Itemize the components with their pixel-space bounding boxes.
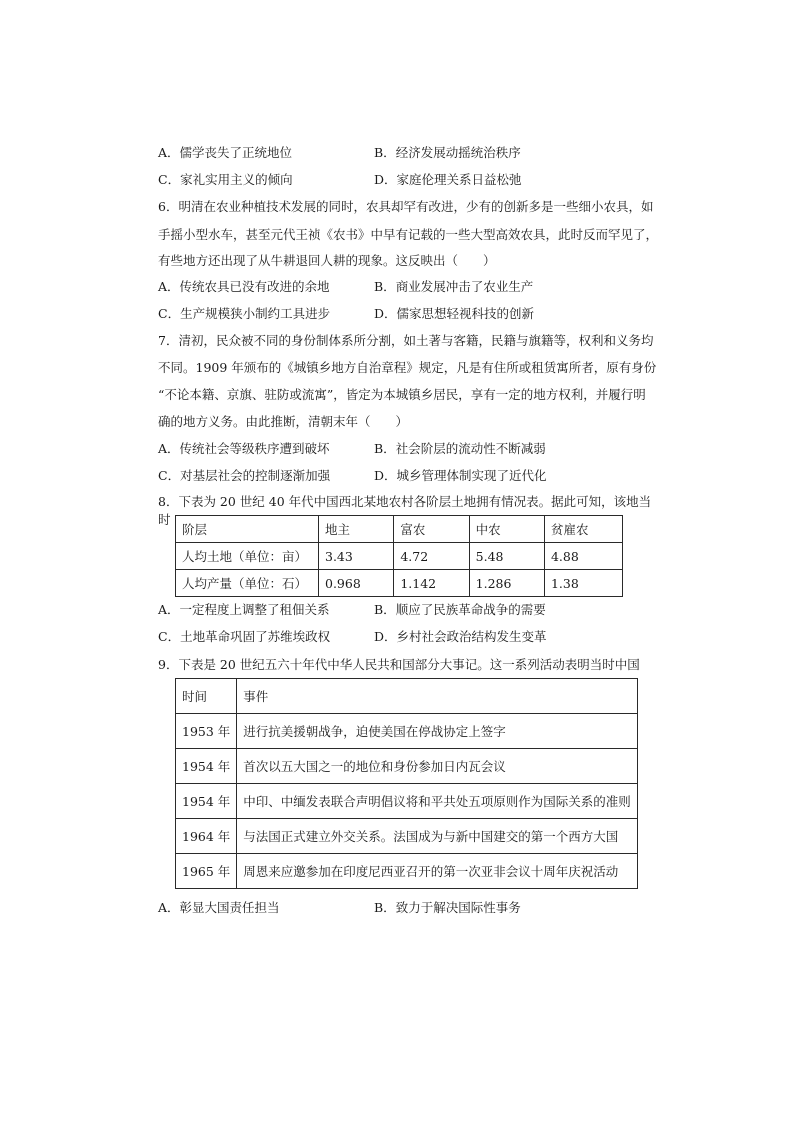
option-label: A． <box>158 279 180 294</box>
q8-option-c[interactable] <box>158 628 330 646</box>
option-label: D． <box>374 468 397 483</box>
option-text: 致力于解决国际性事务 <box>395 900 521 915</box>
table-cell: 周恩来应邀参加在印度尼西亚召开的第一次亚非会议十周年庆祝活动 <box>237 854 638 889</box>
table-cell: 1.38 <box>544 570 622 597</box>
option-label: A． <box>158 441 180 456</box>
option-label: A． <box>158 900 180 915</box>
table-cell: 首次以五大国之一的地位和身份参加日内瓦会议 <box>237 749 638 784</box>
q8-option-d[interactable] <box>374 628 547 646</box>
q6-stem-line-3: 有些地方还出现了从牛耕退回人耕的现象。这反映出（ ） <box>158 253 496 268</box>
option-text: 儒学丧失了正统地位 <box>179 145 293 160</box>
table-header-cell: 事件 <box>237 679 638 714</box>
option-label: B． <box>374 441 396 456</box>
table-cell: 1954 年 <box>176 784 237 819</box>
table-row <box>176 854 638 889</box>
q7-option-a[interactable] <box>158 440 330 458</box>
q7-stem-line-1: 7．清初，民众被不同的身份制体系所分割，如土著与客籍，民籍与旗籍等，权利和义务均 <box>158 333 654 348</box>
table-cell: 1965 年 <box>176 854 237 889</box>
option-label: A． <box>158 145 180 160</box>
table-row <box>176 714 638 749</box>
option-text: 对基层社会的控制逐渐加强 <box>180 468 331 483</box>
option-label: D． <box>374 306 397 321</box>
q7-option-d[interactable] <box>374 467 547 485</box>
option-label: B． <box>374 602 396 617</box>
option-label: A． <box>158 602 180 617</box>
option-text: 城乡管理体制实现了近代化 <box>396 468 547 483</box>
option-text: 经济发展动摇统治秩序 <box>395 145 521 160</box>
table-header-row <box>176 679 638 714</box>
table-header-cell: 中农 <box>469 516 544 543</box>
table-cell: 1.286 <box>469 570 544 597</box>
option-label: C． <box>158 172 181 187</box>
q6-option-a[interactable] <box>158 278 330 296</box>
option-label: C． <box>158 468 181 483</box>
q9-option-a[interactable] <box>158 899 280 917</box>
option-text: 一定程度上调整了租佃关系 <box>179 602 330 617</box>
option-text: 传统社会等级秩序遭到破坏 <box>179 441 330 456</box>
table-cell: 0.968 <box>319 570 394 597</box>
table-cell: 1954 年 <box>176 749 237 784</box>
q6-option-d[interactable] <box>374 305 534 323</box>
q6-option-c[interactable] <box>158 305 330 323</box>
q8-option-b[interactable] <box>374 601 546 619</box>
table-cell: 与法国正式建立外交关系。法国成为与新中国建交的第一个西方大国 <box>237 819 638 854</box>
option-label: D． <box>374 629 397 644</box>
table-cell: 人均产量（单位：石） <box>176 570 319 597</box>
option-label: C． <box>158 629 181 644</box>
option-text: 社会阶层的流动性不断减弱 <box>395 441 546 456</box>
table-header-cell: 富农 <box>394 516 469 543</box>
option-label: C． <box>158 306 181 321</box>
table-row <box>176 543 623 570</box>
table-cell: 1.142 <box>394 570 469 597</box>
table-row <box>176 819 638 854</box>
q9-stem: 9．下表是 20 世纪五六十年代中华人民共和国部分大事记。这一系列活动表明当时中国 <box>158 657 640 672</box>
option-text: 传统农具已没有改进的余地 <box>179 279 330 294</box>
q5-option-c[interactable] <box>158 171 293 189</box>
table-row <box>176 784 638 819</box>
option-text: 家礼实用主义的倾向 <box>180 172 293 187</box>
option-text: 家庭伦理关系日益松弛 <box>396 172 522 187</box>
q9-option-b[interactable] <box>374 899 521 917</box>
option-text: 彰显大国责任担当 <box>179 900 280 915</box>
q7-option-b[interactable] <box>374 440 546 458</box>
table-header-row <box>176 516 623 543</box>
q8-option-a[interactable] <box>158 601 330 619</box>
table-row <box>176 570 623 597</box>
q7-option-c[interactable] <box>158 467 330 485</box>
table-header-cell: 地主 <box>319 516 394 543</box>
option-text: 土地革命巩固了苏维埃政权 <box>180 629 331 644</box>
option-label: B． <box>374 900 396 915</box>
q6-stem-line-2: 手摇小型水车，甚至元代王祯《农书》中早有记载的一些大型高效农具，此时反而罕见了， <box>158 227 659 242</box>
q6-option-b[interactable] <box>374 278 533 296</box>
table-header-cell: 贫雇农 <box>544 516 622 543</box>
table-cell: 中印、中缅发表联合声明倡议将和平共处五项原则作为国际关系的准则 <box>237 784 638 819</box>
q7-stem-line-3: “不论本籍、京旗、驻防或流寓”，皆定为本城镇乡居民，享有一定的地方权利，并履行明 <box>158 387 646 402</box>
table-cell: 3.43 <box>319 543 394 570</box>
table-cell: 进行抗美援朝战争，迫使美国在停战协定上签字 <box>237 714 638 749</box>
table-cell: 人均土地（单位：亩） <box>176 543 319 570</box>
option-label: D． <box>374 172 397 187</box>
option-text: 生产规模狭小制约工具进步 <box>180 306 331 321</box>
q7-stem-line-4: 确的地方义务。由此推断，清朝末年（ ） <box>158 414 409 429</box>
option-label: B． <box>374 145 396 160</box>
q8-land-table <box>175 515 623 597</box>
table-cell: 4.72 <box>394 543 469 570</box>
option-text: 顺应了民族革命战争的需要 <box>395 602 546 617</box>
q5-option-b[interactable] <box>374 144 521 162</box>
option-text: 儒家思想轻视科技的创新 <box>396 306 535 321</box>
table-cell: 5.48 <box>469 543 544 570</box>
table-cell: 1964 年 <box>176 819 237 854</box>
table-row <box>176 749 638 784</box>
table-cell: 1953 年 <box>176 714 237 749</box>
q5-option-d[interactable] <box>374 171 522 189</box>
q8-stem: 8．下表为 20 世纪 40 年代中国西北某地农村各阶层土地拥有情况表。据此可知，该地当时 <box>158 494 652 527</box>
table-cell: 4.88 <box>544 543 622 570</box>
option-text: 商业发展冲击了农业生产 <box>395 279 534 294</box>
option-text: 乡村社会政治结构发生变革 <box>396 629 547 644</box>
q5-option-a[interactable] <box>158 144 292 162</box>
option-label: B． <box>374 279 396 294</box>
q9-events-table <box>175 678 638 889</box>
table-header-cell: 时间 <box>176 679 237 714</box>
table-header-cell: 阶层 <box>176 516 319 543</box>
q7-stem-line-2: 不同。1909 年颁布的《城镇乡地方自治章程》规定，凡是有住所或租赁寓所者，原有身份 <box>158 360 657 375</box>
q6-stem-line-1: 6．明清在农业种植技术发展的同时，农具却罕有改进，少有的创新多是一些细小农具，如 <box>158 199 654 214</box>
